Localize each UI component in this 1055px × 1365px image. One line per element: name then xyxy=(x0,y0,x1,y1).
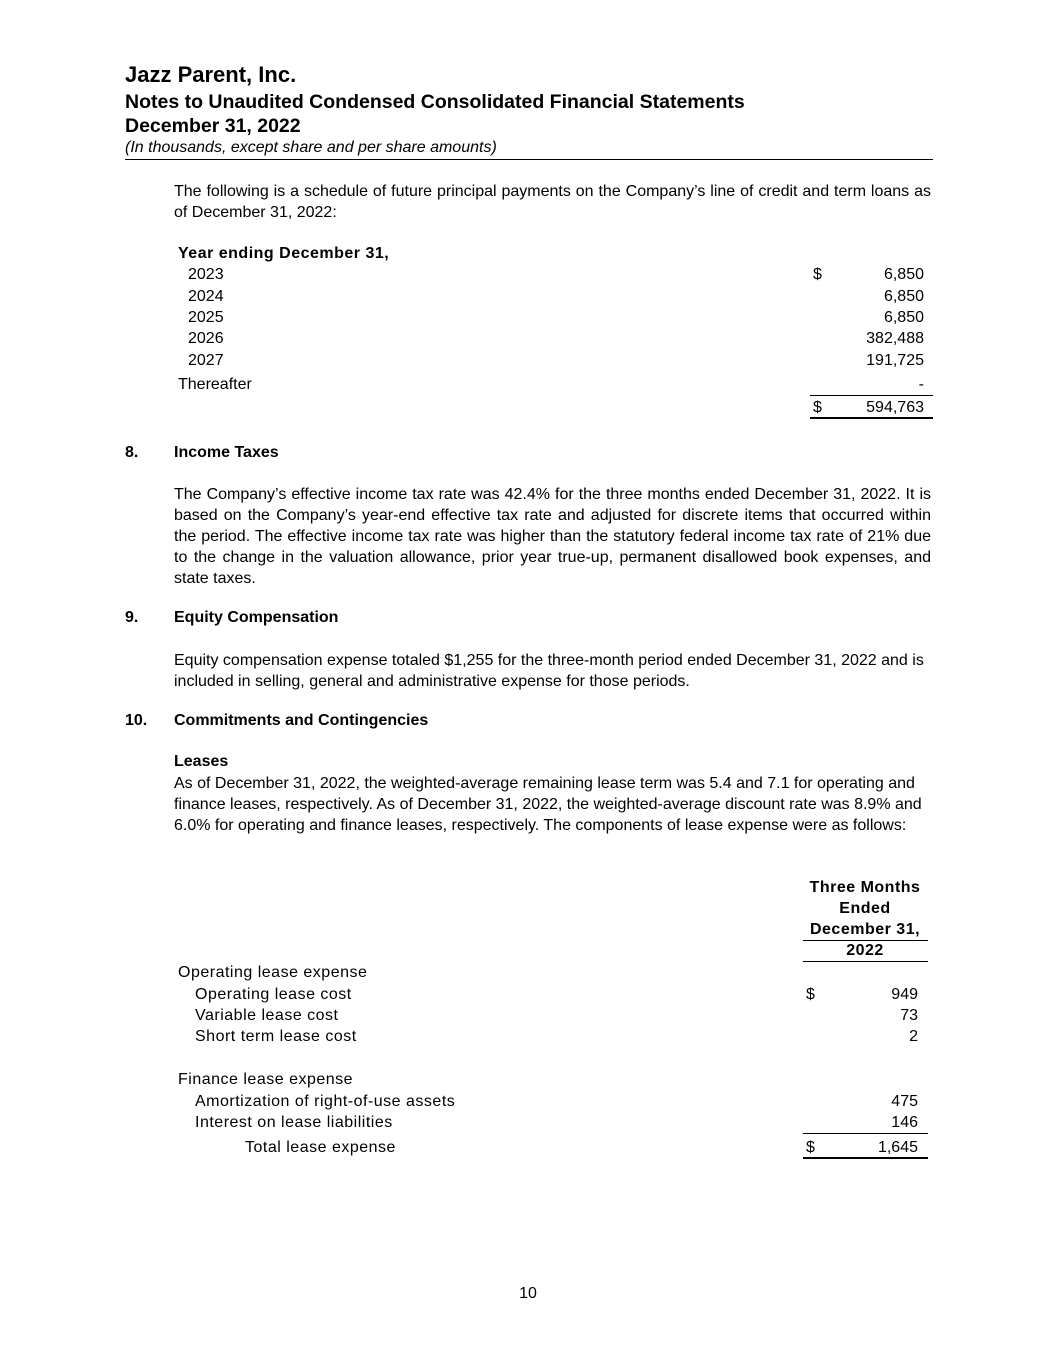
column-header: 2022 xyxy=(846,942,884,959)
section-number: 8. xyxy=(125,444,139,461)
section-title: Equity Compensation xyxy=(174,609,339,626)
section-text: As of December 31, 2022, the weighted-average remaining lease term was 5.4 and 7.1 for operating and finance leases, respectively. As of December 31, 2022, the weighted-average discount rate was 8.9% and 6.0% for operating and finance leases, respectively. The components of lease expense were as follows: xyxy=(174,775,922,834)
header-underline xyxy=(803,961,928,962)
document-title: Notes to Unaudited Condensed Consolidated Financial Statements xyxy=(125,91,745,113)
debt-year: 2023 xyxy=(188,266,224,283)
section-title: Income Taxes xyxy=(174,444,279,461)
row-label: Amortization of right-of-use assets xyxy=(195,1093,456,1110)
row-label: Variable lease cost xyxy=(195,1007,339,1024)
row-label: Operating lease cost xyxy=(195,986,352,1003)
section-text: The Company’s effective income tax rate was 42.4% for the three months ended December 31, 2022. It is based on the Company’s year-end effective tax rate and adjusted for discrete items that occurred within the period. The effective income tax rate was higher than the statutory federal income tax rate of 21% due to the change in the valuation allowance, prior year true-up, permanent disallowed book expenses, and state taxes. xyxy=(174,486,931,587)
row-value: 2 xyxy=(909,1028,918,1045)
company-name: Jazz Parent, Inc. xyxy=(125,62,297,87)
row-value: 949 xyxy=(891,986,918,1003)
row-value: 73 xyxy=(900,1007,918,1024)
group-heading: Operating lease expense xyxy=(178,964,368,981)
column-header: Three Months xyxy=(809,879,921,896)
debt-value: 191,725 xyxy=(866,352,924,369)
row-label: Interest on lease liabilities xyxy=(195,1114,393,1131)
row-label: Short term lease cost xyxy=(195,1028,357,1045)
column-header: Ended xyxy=(839,900,891,917)
debt-value: 6,850 xyxy=(883,266,924,283)
section-text: Equity compensation expense totaled $1,255 for the three-month period ended December 31, 2022 and is included in selling, general and administrative expense for those periods. xyxy=(174,652,924,690)
section-number: 9. xyxy=(125,609,139,626)
row-value: 475 xyxy=(891,1093,918,1110)
total-label: Total lease expense xyxy=(245,1139,396,1156)
currency-symbol: $ xyxy=(806,1139,815,1156)
debt-year: 2025 xyxy=(188,309,224,326)
debt-value: 6,850 xyxy=(883,309,924,326)
header-rule xyxy=(125,159,933,160)
section-title: Commitments and Contingencies xyxy=(174,712,429,729)
units-note: (In thousands, except share and per share amounts) xyxy=(125,139,497,156)
group-heading: Finance lease expense xyxy=(178,1071,354,1088)
page-number: 10 xyxy=(519,1285,537,1302)
total-value: 1,645 xyxy=(877,1139,918,1156)
debt-intro: The following is a schedule of future principal payments on the Company’s line of credit and term loans as of December 31, 2022: xyxy=(174,183,931,221)
debt-year: 2024 xyxy=(188,288,224,305)
debt-year: 2027 xyxy=(188,352,224,369)
currency-symbol: $ xyxy=(813,399,822,416)
column-header: December 31, xyxy=(809,921,921,938)
subsection-title: Leases xyxy=(174,753,229,770)
subtotal-rule xyxy=(810,395,933,396)
total-rule xyxy=(810,417,933,419)
currency-symbol: $ xyxy=(813,266,822,283)
debt-value: 382,488 xyxy=(866,330,924,347)
document-date: December 31, 2022 xyxy=(125,115,301,137)
debt-heading: Year ending December 31, xyxy=(178,245,390,262)
total-rule xyxy=(803,1157,928,1159)
debt-year: 2026 xyxy=(188,330,224,347)
debt-year: Thereafter xyxy=(178,376,252,393)
debt-total: 594,763 xyxy=(866,399,924,416)
row-value: 146 xyxy=(891,1114,918,1131)
currency-symbol: $ xyxy=(806,986,815,1003)
subtotal-rule xyxy=(803,1133,928,1134)
debt-value: - xyxy=(918,376,924,393)
debt-value: 6,850 xyxy=(883,288,924,305)
section-number: 10. xyxy=(125,712,148,729)
